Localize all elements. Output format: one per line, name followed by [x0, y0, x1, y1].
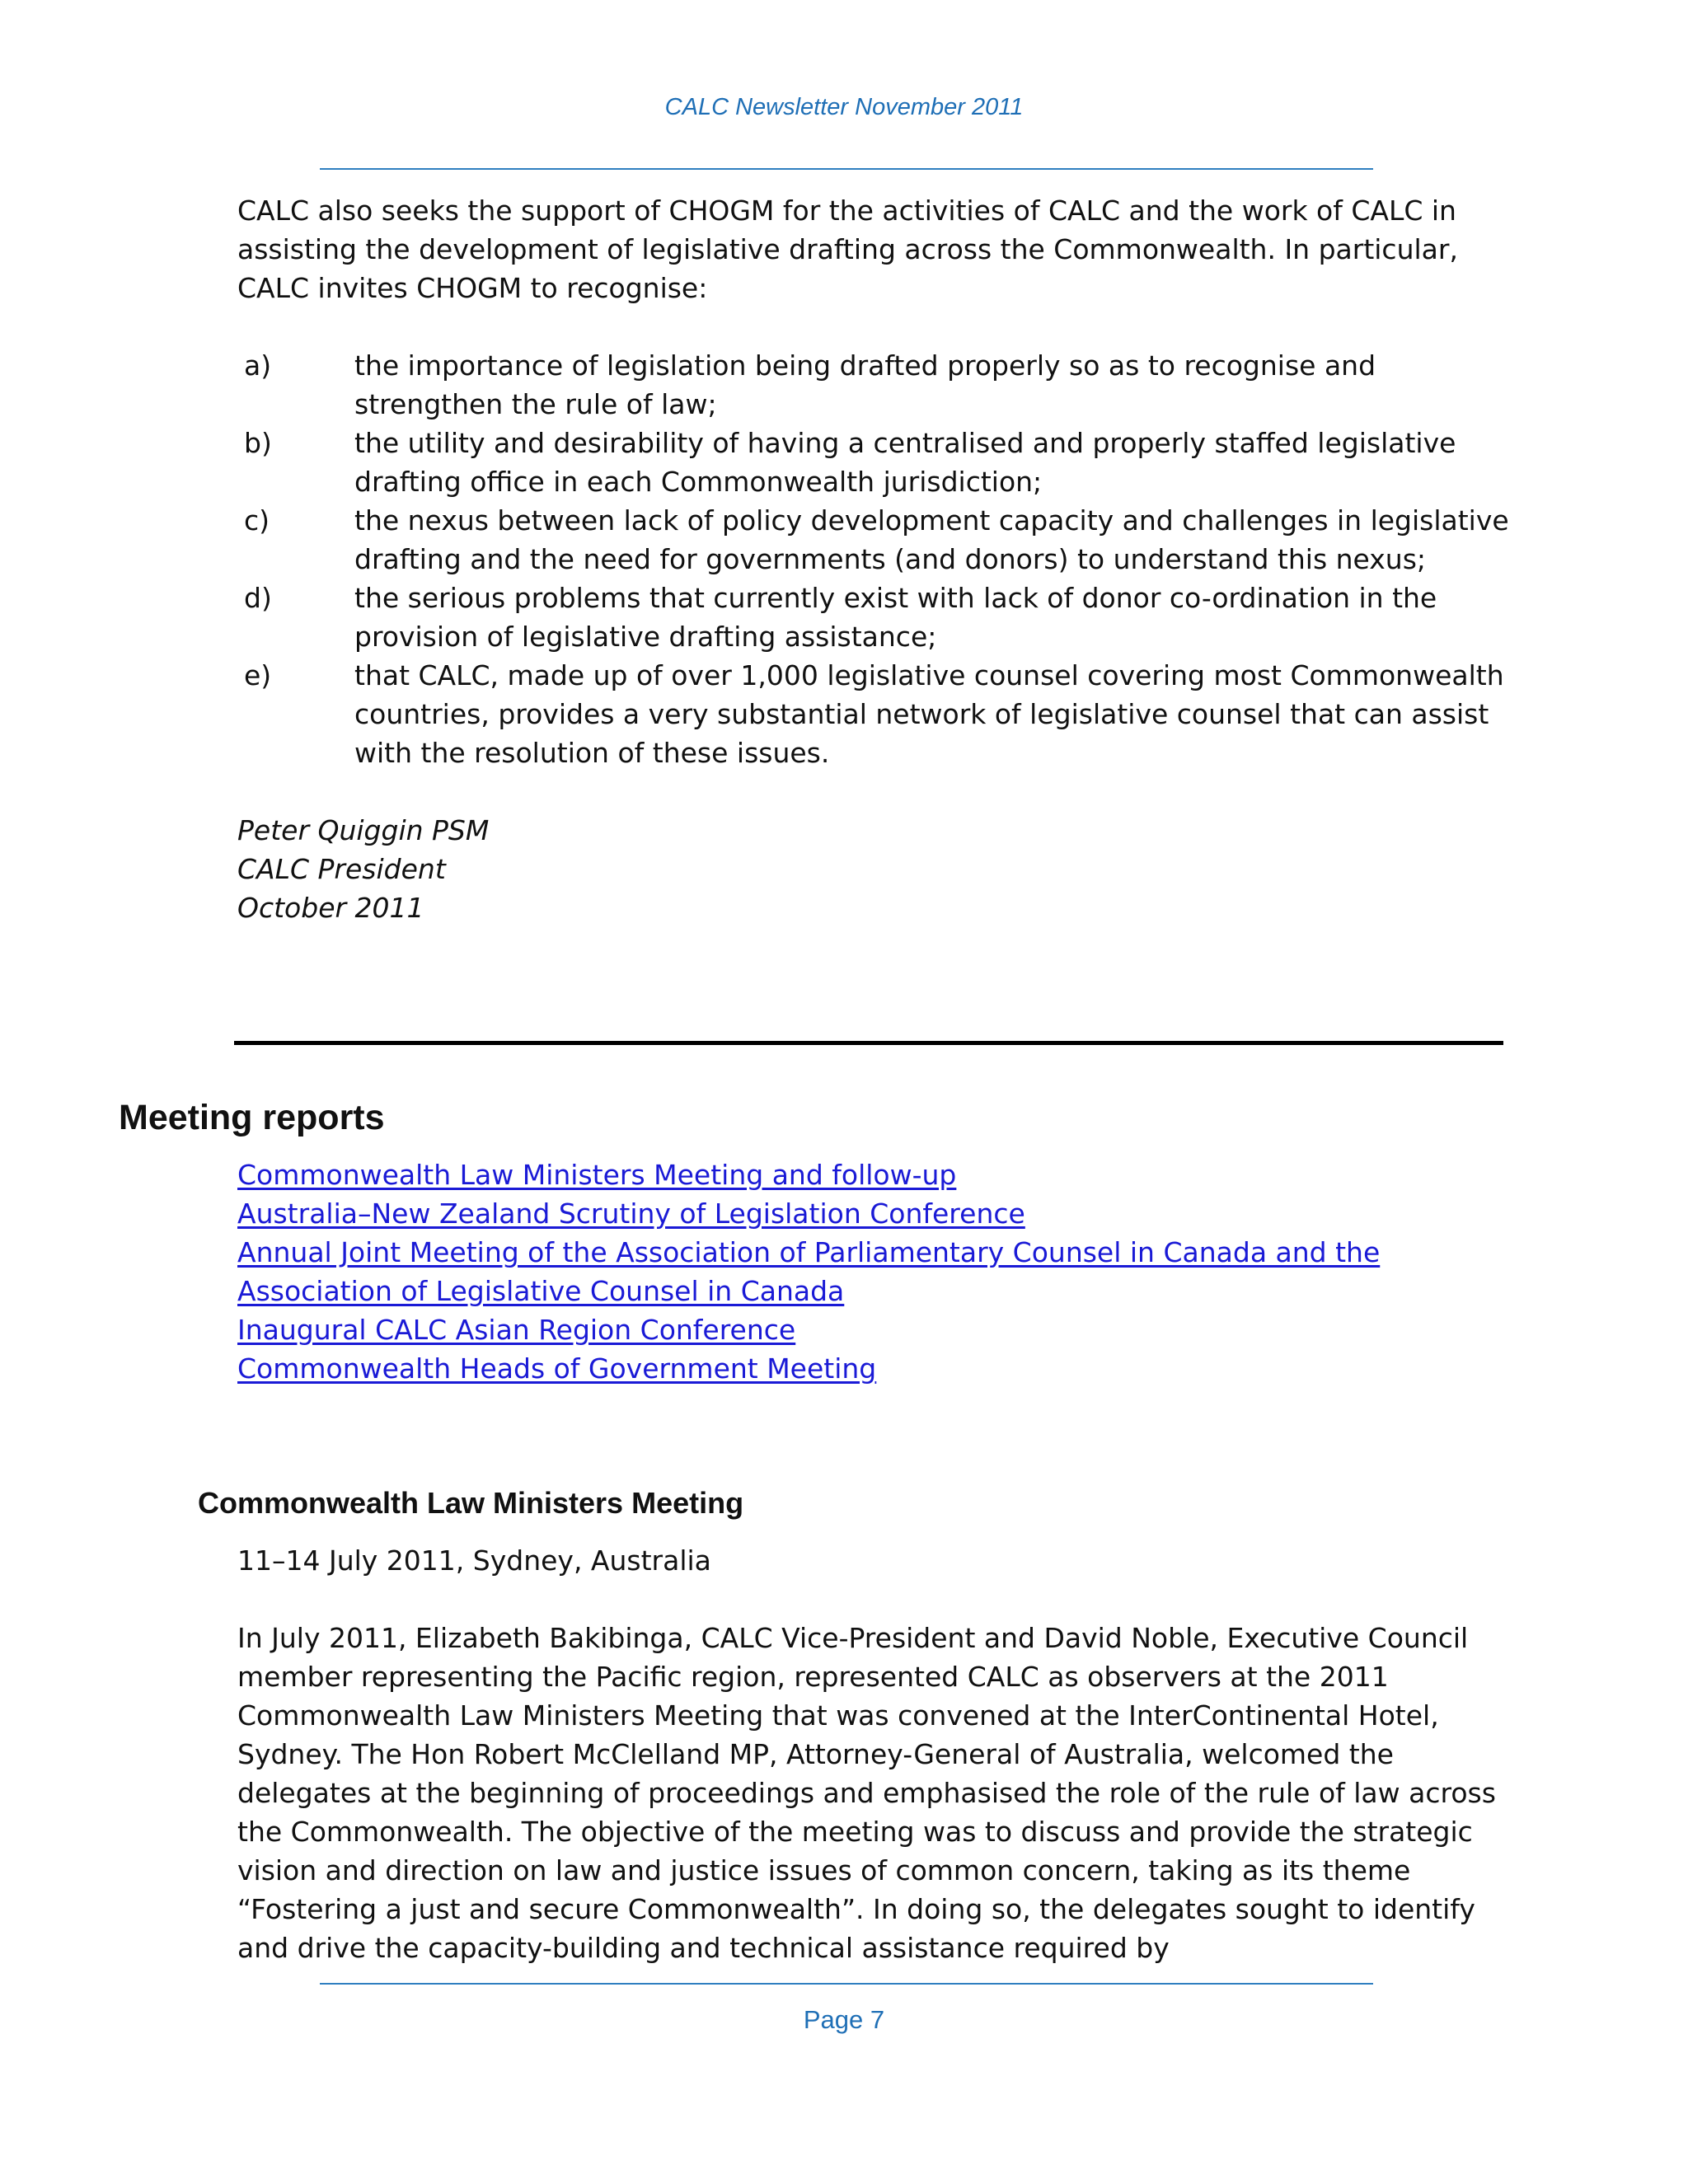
clmm-paragraph: In July 2011, Elizabeth Bakibinga, CALC Vice-President and David Noble, Executive Council member representing the Pacific region, represented CALC as observers at the 2011 Commonwealth Law Ministers Meeting that was convened at the InterContinental Hotel, Sydney. The Hon Robert McClelland MP, Attorney-General of Australia, welcomed the delegates at the beginning of proceedings and emphasised the role of the rule of law across the Commonwealth. The objective of the meeting was to discuss and provide the strategic vision and direction on law and justice issues of common concern, taking as its theme “Fostering a just and secure Commonwealth”. In doing so, the delegates sought to identify and drive the capacity-building and technical assistance required by: [237, 1622, 1496, 1964]
clmm-heading: Commonwealth Law Ministers Meeting: [198, 1486, 744, 1520]
list-item: [244, 656, 1513, 772]
link-scrutiny-conference[interactable]: Australia–New Zealand Scrutiny of Legislation Conference: [237, 1197, 1025, 1230]
list-item: [244, 424, 1513, 501]
link-asian-region-conference[interactable]: Inaugural CALC Asian Region Conference: [237, 1314, 796, 1346]
list-item: [244, 579, 1513, 656]
list-item: [244, 501, 1513, 579]
footer-rule: [320, 1983, 1373, 1985]
list-item-text: the serious problems that currently exist with lack of donor co-ordination in the provision of legislative drafting assistance;: [354, 582, 1437, 653]
list-item-text: that CALC, made up of over 1,000 legislative counsel covering most Commonwealth countries, provides a very substantial network of legislative counsel that can assist with the resolution of these issues.: [354, 659, 1504, 769]
list-item-letter: d): [244, 582, 272, 614]
signature-date: October 2011: [237, 892, 424, 924]
link-joint-meeting-canada[interactable]: Annual Joint Meeting of the Association of Parliamentary Counsel in Canada and the Association of Legislative Counsel in Canada: [237, 1236, 1381, 1307]
link-chogm[interactable]: Commonwealth Heads of Government Meeting: [237, 1352, 877, 1385]
list-item-text: the nexus between lack of policy development capacity and challenges in legislative drafting and the need for governments (and donors) to understand this nexus;: [354, 504, 1509, 575]
list-item-letter: a): [244, 349, 272, 382]
section-divider: [234, 1041, 1503, 1045]
header-rule: [320, 168, 1373, 170]
list-item-text: the importance of legislation being drafted properly so as to recognise and strengthen the rule of law;: [354, 349, 1376, 420]
list-item-text: the utility and desirability of having a centralised and properly staffed legislative drafting office in each Commonwealth jurisdiction;: [354, 427, 1456, 498]
list-item: [244, 346, 1513, 424]
intro-paragraph: CALC also seeks the support of CHOGM for the activities of CALC and the work of CALC in assisting the development of legislative drafting across the Commonwealth. In particular, CALC invites CHOGM to recognise:: [237, 194, 1458, 304]
signature-block: [237, 811, 979, 927]
page-number: Page 7: [803, 2005, 885, 2034]
link-law-ministers-meeting[interactable]: Commonwealth Law Ministers Meeting and follow-up: [237, 1159, 957, 1191]
clmm-dateline: 11–14 July 2011, Sydney, Australia: [237, 1544, 711, 1577]
signature-name: Peter Quiggin PSM: [237, 814, 490, 846]
signature-role: CALC President: [237, 853, 446, 885]
list-item-letter: b): [244, 427, 272, 459]
recognition-list: [244, 346, 1513, 772]
list-item-letter: e): [244, 659, 272, 691]
meeting-reports-heading: Meeting reports: [119, 1098, 385, 1137]
newsletter-header: CALC Newsletter November 2011: [664, 94, 1024, 120]
meeting-reports-links: [237, 1155, 1507, 1388]
list-item-letter: c): [244, 504, 270, 537]
